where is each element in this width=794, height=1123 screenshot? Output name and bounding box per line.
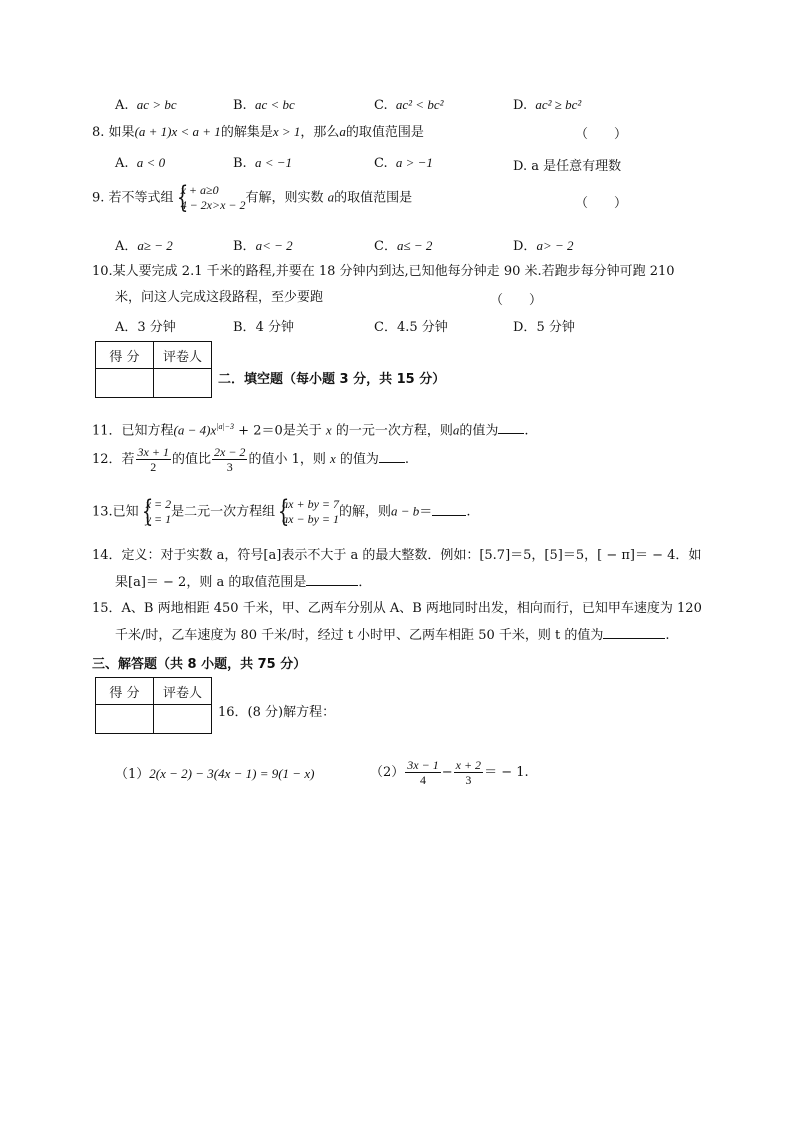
q11-stem: 11．已知方程$(a - 4)x^{|a|-3} + 2=0$是关于 x 的一元一次方程，则a的值为 . bbox=[92, 422, 529, 439]
q10-line-1: 10.某人要完成 2.1 千米的路程,并要在 18 分钟内到达,已知他每分钟走 90 米.若跑步每分钟可跑 210 bbox=[92, 264, 675, 279]
q8-option-a: A. a < 0 bbox=[115, 155, 166, 171]
q9-option-a: A．a≥ − 2 bbox=[115, 238, 173, 254]
grader-label: 评卷人 bbox=[154, 342, 212, 369]
q9-answer-bracket: （ ） bbox=[575, 196, 628, 211]
q8-stem: 8. 如果(a + 1)x < a + 1的解集是x > 1，那么a的取值范围是 bbox=[92, 124, 424, 140]
q16-part-2: （2） $\frac{3x - 1}{4}$ − $\frac{x + 2}{3}$ ＝ − 1. bbox=[370, 758, 529, 787]
q9-option-d: D．a> − 2 bbox=[513, 238, 574, 254]
grader-cell[interactable] bbox=[154, 705, 212, 734]
grader-cell[interactable] bbox=[154, 369, 212, 398]
q10-line-2: 米，问这人完成这段路程，至少要跑 bbox=[115, 290, 324, 305]
score-table-section-3 bbox=[95, 677, 212, 734]
grader-label: 评卷人 bbox=[154, 678, 212, 705]
q7-option-b: B. ac < bc bbox=[233, 97, 295, 113]
score-cell[interactable] bbox=[96, 705, 154, 734]
q12-stem: 12．若 $\frac{3x + 1}{2}$ 的值比 $\frac{2x - 2}{3}$ 的值小 1，则 x 的值为 . bbox=[92, 445, 410, 474]
q12-answer-blank[interactable] bbox=[379, 450, 405, 463]
q10-option-a: A．3 分钟 bbox=[115, 320, 176, 335]
score-cell[interactable] bbox=[96, 369, 154, 398]
q11-answer-blank[interactable] bbox=[498, 421, 524, 434]
q9-option-b: B．a< − 2 bbox=[233, 238, 293, 254]
score-label: 得 分 bbox=[96, 342, 154, 369]
q8-option-d: D. a 是任意有理数 bbox=[513, 159, 622, 174]
q16-fraction-2: $\frac{x + 2}{3}$ bbox=[455, 758, 482, 787]
q13-solution-system: { x = 2 y = 1 bbox=[141, 494, 172, 529]
score-table-section-2 bbox=[95, 341, 212, 398]
q13-stem: 13.已知 { x = 2 y = 1 是二元一次方程组 { ax + by = 7 ax − by = 1 的解，则a − b＝ . bbox=[92, 494, 471, 529]
q10-option-b: B．4 分钟 bbox=[233, 320, 294, 335]
q14-line-2: 果[a]＝ − 2，则 a 的取值范围是 ． bbox=[115, 575, 372, 590]
q9-option-c: C．a≤ − 2 bbox=[374, 238, 433, 254]
q10-answer-bracket: （ ） bbox=[490, 293, 543, 308]
q9-inequality-system: { x + a≥0 4 − 2x>x − 2 bbox=[176, 180, 246, 215]
q16-fraction-1: $\frac{3x - 1}{4}$ bbox=[407, 758, 439, 787]
q14-answer-blank[interactable] bbox=[306, 573, 358, 586]
q15-answer-blank[interactable] bbox=[603, 626, 665, 639]
q12-fraction-2: $\frac{2x - 2}{3}$ bbox=[214, 445, 246, 474]
q7-option-d: D. ac² ≥ bc² bbox=[513, 97, 582, 113]
q16-part-1: （1）2(x − 2) − 3(4x − 1) = 9(1 − x) bbox=[115, 766, 315, 782]
q16-title: 16．(8 分)解方程： bbox=[218, 705, 336, 720]
q7-option-a: A. ac > bc bbox=[115, 97, 177, 113]
q8-option-c: C. a > −1 bbox=[374, 155, 433, 171]
score-label: 得 分 bbox=[96, 678, 154, 705]
q15-line-1: 15．A、B 两地相距 450 千米，甲、乙两车分别从 A、B 两地同时出发，相向而行，已知甲车速度为 120 bbox=[92, 601, 702, 616]
q12-fraction-1: $\frac{3x + 1}{2}$ bbox=[137, 445, 169, 474]
q10-option-c: C．4.5 分钟 bbox=[374, 320, 448, 335]
q13-answer-blank[interactable] bbox=[432, 503, 466, 516]
q13-equation-system: { ax + by = 7 ax − by = 1 bbox=[277, 494, 339, 529]
q7-option-c: C. ac² < bc² bbox=[374, 97, 444, 113]
q8-option-b: B. a < −1 bbox=[233, 155, 292, 171]
q9-stem: 9. 若不等式组 { x + a≥0 4 − 2x>x − 2 有解，则实数 a的取值范围是 bbox=[92, 180, 413, 215]
q8-answer-bracket: （ ） bbox=[575, 127, 628, 142]
section-2-title: 二．填空题（每小题 3 分，共 15 分） bbox=[218, 372, 446, 387]
q15-line-2: 千米/时，乙车速度为 80 千米/时，经过 t 小时甲、乙两车相距 50 千米，则 t 的值为 . bbox=[115, 628, 670, 643]
q14-line-1: 14．定义：对于实数 a，符号[a]表示不大于 a 的最大整数．例如：[5.7]＝5，[5]＝5，[ − π]＝ − 4．如 bbox=[92, 548, 702, 563]
section-3-title: 三、解答题（共 8 小题，共 75 分） bbox=[92, 657, 307, 672]
q10-option-d: D．5 分钟 bbox=[513, 320, 575, 335]
